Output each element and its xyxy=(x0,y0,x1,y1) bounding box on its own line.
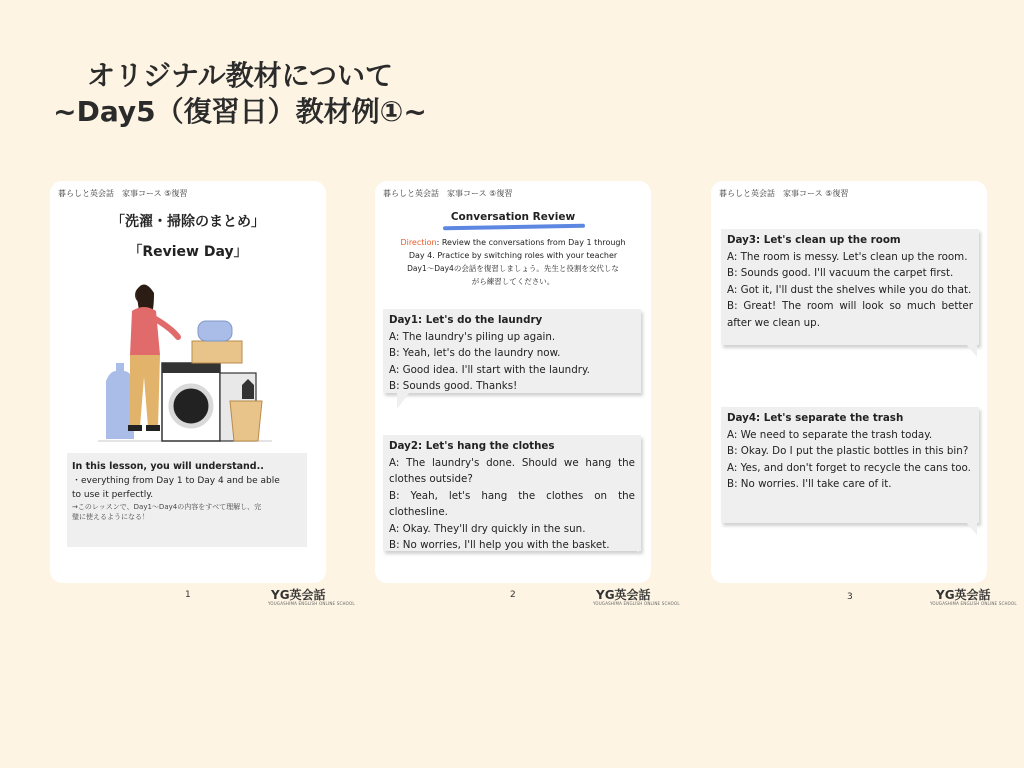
page-card-3 xyxy=(711,181,987,583)
page1-title-en: 「Review Day」 xyxy=(128,244,248,260)
logo: YG英会話 xyxy=(936,588,991,602)
page-number: 1 xyxy=(185,590,191,600)
dialogue-line: B: Yeah, let's do the laundry now. xyxy=(389,347,561,359)
lesson-line-jp: →このレッスンで、Day1〜Day4の内容をすべて理解し、完 xyxy=(72,503,262,511)
dialogue-line: A: Good idea. I'll start with the laundry. xyxy=(389,363,590,376)
speech-bubble-day2 xyxy=(383,435,641,551)
bubble-heading: Day1: Let's do the laundry xyxy=(389,314,543,326)
page-number: 3 xyxy=(847,592,853,602)
title-underline xyxy=(443,224,585,230)
dialogue-line: B: No worries, I'll help you with the basket. xyxy=(389,539,610,551)
logo: YG英会話 xyxy=(271,588,326,602)
bubble-tail xyxy=(965,521,977,535)
dialogue-line: B: Yeah, let's hang the clothes on the clothesline. xyxy=(389,489,635,518)
direction-text xyxy=(385,236,641,288)
page1-title-jp: 「洗濯・掃除のまとめ」 xyxy=(111,214,265,230)
direction-line-jp: がら練習してください。 xyxy=(471,277,555,286)
page-header: 暮らしと英会話 家事コース ⑤復習 xyxy=(383,189,513,198)
page-header: 暮らしと英会話 家事コース ⑤復習 xyxy=(719,189,849,198)
page-number: 2 xyxy=(510,590,516,600)
bubble-heading: Day4: Let's separate the trash xyxy=(727,412,904,424)
bubble-heading: Day3: Let's clean up the room xyxy=(727,234,901,246)
logo: YG英会話 xyxy=(596,588,651,602)
lesson-line: ・everything from Day 1 to Day 4 and be able xyxy=(72,476,280,486)
dialogue-line: B: Sounds good. Thanks! xyxy=(389,380,518,392)
dialogue-line: B: No worries. I'll take care of it. xyxy=(727,478,892,490)
slide-title xyxy=(0,58,480,130)
dialogue-line: A: We need to separate the trash today. xyxy=(727,428,933,441)
slide-title-line2: ~Day5（復習日）教材例①~ xyxy=(53,95,427,128)
lesson-line-jp: 璧に使えるようになる！ xyxy=(72,513,149,521)
dialogue-line: A: The laundry's piling up again. xyxy=(389,330,556,343)
logo-subtitle: YOUGASHIMA ENGLISH ONLINE SCHOOL xyxy=(268,601,355,606)
speech-bubble-day3 xyxy=(721,229,979,345)
direction-label: Direction xyxy=(400,238,437,247)
direction-line: : Review the conversations from Day 1 through xyxy=(436,238,626,247)
direction-line-jp: Day1〜Day4の会話を復習しましょう。先生と役割を交代しな xyxy=(407,264,619,273)
dialogue-line: A: The laundry's done. Should we hang the clothes outside? xyxy=(389,456,635,485)
page-card-2 xyxy=(375,181,651,583)
logo-subtitle: YOUGASHIMA ENGLISH ONLINE SCHOOL xyxy=(930,601,1017,606)
laundry-illustration xyxy=(92,281,292,451)
dialogue-line: A: The room is messy. Let's clean up the room. xyxy=(727,250,968,263)
dialogue-line: B: Sounds good. I'll vacuum the carpet first. xyxy=(727,267,954,279)
dialogue-line: A: Got it, I'll dust the shelves while you do that. xyxy=(727,283,972,296)
conversation-review-title: Conversation Review xyxy=(450,211,576,223)
lesson-objective-box xyxy=(67,453,307,547)
lesson-line: to use it perfectly. xyxy=(72,490,154,500)
lesson-heading: In this lesson, you will understand.. xyxy=(72,461,264,472)
bubble-tail xyxy=(397,393,409,409)
bubble-heading: Day2: Let's hang the clothes xyxy=(389,440,555,452)
dialogue-line: B: Great! The room will look so much better after we clean up. xyxy=(727,300,973,329)
dialogue-line: A: Okay. They'll dry quickly in the sun. xyxy=(389,522,586,535)
page-header: 暮らしと英会話 家事コース ⑤復習 xyxy=(58,189,188,198)
bubble-tail xyxy=(965,343,977,357)
direction-line: Day 4. Practice by switching roles with your teacher xyxy=(408,251,618,260)
bubble-tail xyxy=(627,539,639,553)
page-card-1 xyxy=(50,181,326,583)
dialogue-line: B: Okay. Do I put the plastic bottles in this bin? xyxy=(727,445,969,457)
slide-title-line1: オリジナル教材について xyxy=(86,59,394,92)
speech-bubble-day1 xyxy=(383,309,641,393)
speech-bubble-day4 xyxy=(721,407,979,523)
logo-subtitle: YOUGASHIMA ENGLISH ONLINE SCHOOL xyxy=(593,601,680,606)
dialogue-line: A: Yes, and don't forget to recycle the cans too. xyxy=(727,461,971,474)
